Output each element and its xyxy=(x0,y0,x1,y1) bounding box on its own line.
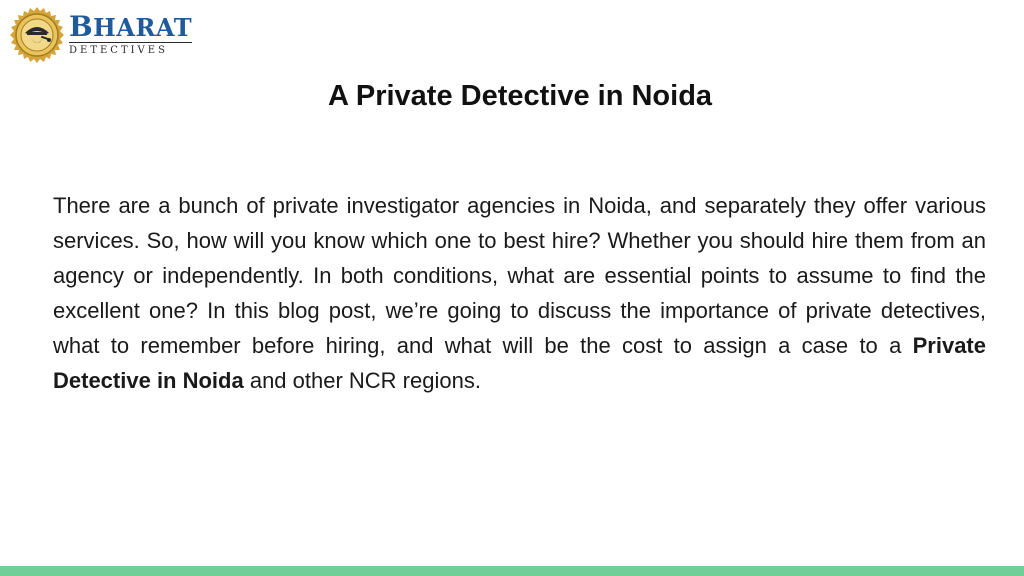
paragraph-text-end: and other NCR regions. xyxy=(243,368,481,393)
intro-paragraph xyxy=(53,188,986,398)
paragraph-text-start: There are a bunch of private investigator agencies in Noida, and separately they offer various services. So, how will you know which one to best hire? Whether you should hire them from an agency or independently. In both conditions, what are essential points to assume to find the excellent one? In this blog post, we’re going to discuss the importance of private detectives, what to remember before hiring, and what will be the cost to assign a case to a xyxy=(53,193,986,358)
logo-brand-name: BHARAT xyxy=(69,9,193,43)
paragraph-keyword: Private Detective in Noida xyxy=(53,333,986,393)
brand-logo[interactable] xyxy=(8,6,193,64)
detective-seal-icon xyxy=(8,6,66,64)
page-title: A Private Detective in Noida xyxy=(327,80,713,112)
bottom-accent-bar xyxy=(0,566,1024,576)
logo-subtitle: DETECTIVES xyxy=(69,42,192,56)
